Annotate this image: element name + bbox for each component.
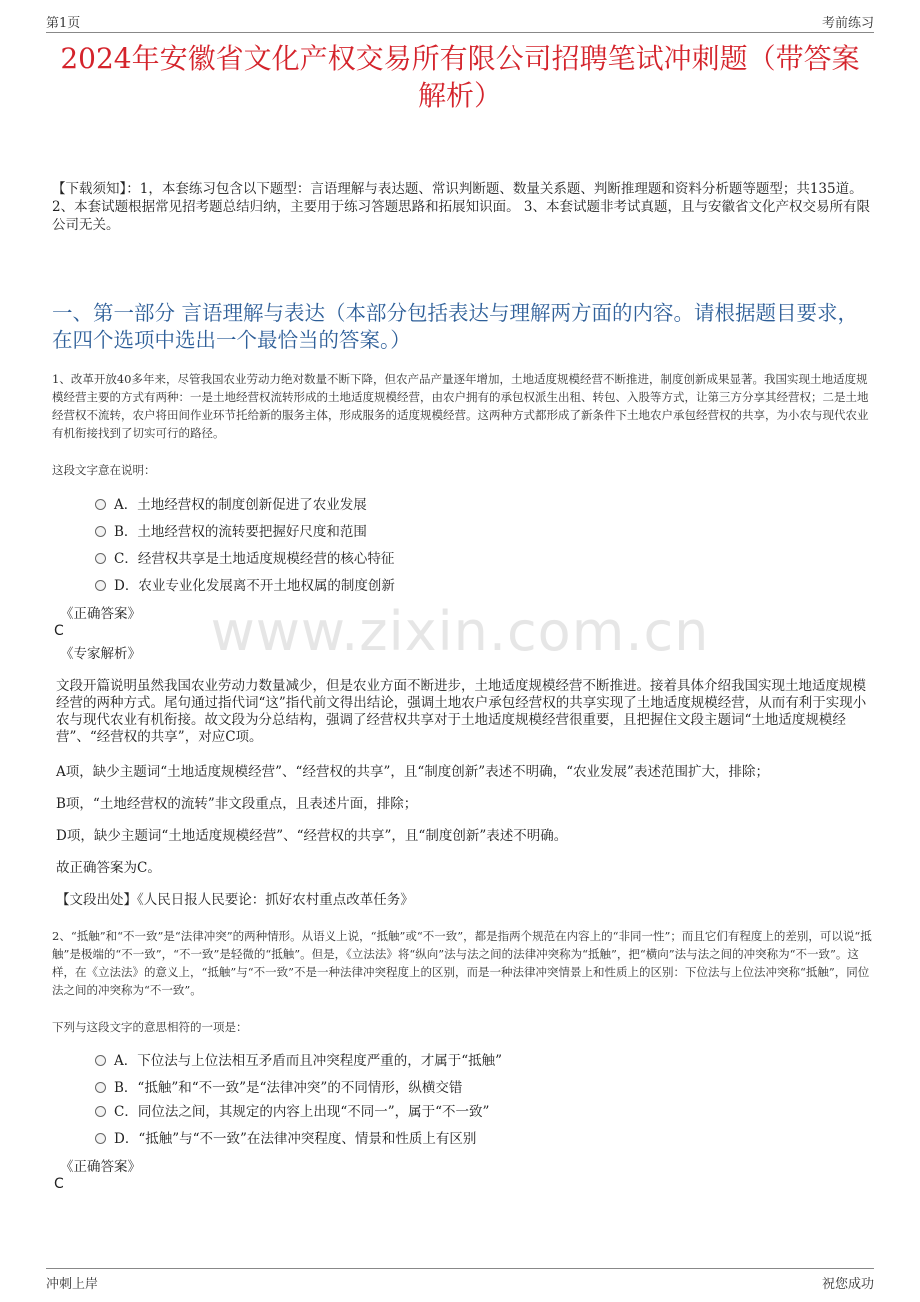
q1-passage: 1、改革开放40多年来，尽管我国农业劳动力绝对数量不断下降，但农产品产量逐年增加，土地适度规模经营不断推进，制度创新成果显著。我国实现土地适度规模经营主要的方式有两种：一是土地经营权流转形成的土地适度规模经营，由农户拥有的承包权派生出租、转包、入股等方式，让第三方分享其经营权；二是土地经营权不流转，农户将田间作业环节托给新的服务主体，形成服务的适度规模经营。这两种方式都形成了新条件下土地农户承包经营权的共享，为小农与现代农业有机衔接找到了切实可行的路径。 [52,372,869,440]
q1-answer: C [54,623,64,639]
q2-passage: 2、“抵触”和“不一致”是“法律冲突”的两种情形。从语义上说，“抵触”或“不一致”，都是指两个规范在内容上的“非同一性”；而且它们有程度上的差别，可以说“抵触”是极端的“不一致”，“不一致”是轻微的“抵触”。但是，《立法法》将“纵向”法与法之间的法律冲突称为“抵触”，把“横向”法与法之间的冲突称为“不一致”。这样，在《立法法》的意义上，“抵触”与“不一致”不是一种法律冲突程度上的区别，而是一种法律冲突情景上和性质上的区别：下位法与上位法冲突称“抵触”，同位法之间的冲突称为“不一致”。 [52,929,872,997]
q1-analysis-label: 《专家解析》 [60,646,141,662]
footer-divider [46,1268,874,1269]
q2-option-c[interactable]: C．同位法之间，其规定的内容上出现“不同一”，属于“不一致” [95,1103,489,1121]
radio-icon[interactable] [95,1133,106,1144]
q1-option-d[interactable]: D．农业专业化发展离不开土地权属的制度创新 [95,577,395,595]
q1-analysis-conclusion: 故正确答案为C。 [56,860,161,876]
q1-analysis-a: A项，缺少主题词“土地适度规模经营”、“经营权的共享”，且“制度创新”表述不明确，“农业发展”表述范围扩大，排除； [56,764,769,780]
page-title: 2024年安徽省文化产权交易所有限公司招聘笔试冲刺题（带答案解析） [60,42,860,112]
radio-icon[interactable] [95,1082,106,1093]
q1-option-c[interactable]: C．经营权共享是土地适度规模经营的核心特征 [95,550,394,568]
q2-question: 下列与这段文字的意思相符的一项是： [52,1020,248,1034]
q1-source: 【文段出处】《人民日报人民要论：抓好农村重点改革任务》 [56,892,414,908]
q1-analysis-summary: 文段开篇说明虽然我国农业劳动力数量减少，但是农业方面不断进步，土地适度规模经营不断推进。接着具体介绍我国实现土地适度规模经营的两种方式。尾句通过指代词“这”指代前文得出结论，强调土地农户承包经营权的共享实现了土地适度规模经营，从而有利于实现小农与现代农业有机衔接。故文段为分总结构，强调了经营权共享对于土地适度规模经营很重要，且把握住文段主题词“土地适度规模经营”、“经营权的共享”，对应C项。 [56,678,867,745]
footer-right-label: 祝您成功 [821,1277,874,1292]
radio-icon[interactable] [95,1055,106,1066]
radio-icon[interactable] [95,553,106,564]
q2-option-b[interactable]: B．“抵触”和“不一致”是“法律冲突”的不同情形，纵横交错 [95,1079,462,1097]
q2-answer-label: 《正确答案》 [60,1159,141,1175]
q1-analysis-b: B项，“土地经营权的流转”非文段重点，且表述片面，排除； [56,796,418,812]
download-notice: 【下载须知】：1，本套练习包含以下题型：言语理解与表达题、常识判断题、数量关系题、判断推理题和资料分析题等题型；共135道。 2、本套试题根据常见招考题总结归纳，主要用于练习答题思路和拓展知识面。 3、本套试题非考试真题，且与安徽省文化产权交易所有限公司无关。 [52,181,870,233]
q2-answer: C [54,1176,64,1192]
q1-option-a[interactable]: A．土地经营权的制度创新促进了农业发展 [95,496,367,514]
header-label: 考前练习 [821,16,874,31]
header-divider [46,32,874,33]
radio-icon[interactable] [95,526,106,537]
q1-option-b[interactable]: B．土地经营权的流转要把握好尺度和范围 [95,523,367,541]
radio-icon[interactable] [95,580,106,591]
q1-answer-label: 《正确答案》 [60,606,141,622]
section-heading: 一、第一部分 言语理解与表达（本部分包括表达与理解两方面的内容。请根据题目要求，在四个选项中选出一个最恰当的答案。） [52,301,859,352]
q1-analysis-d: D项，缺少主题词“土地适度规模经营”、“经营权的共享”，且“制度创新”表述不明确。 [56,828,568,844]
q2-option-d[interactable]: D．“抵触”与“不一致”在法律冲突程度、情景和性质上有区别 [95,1130,476,1148]
radio-icon[interactable] [95,499,106,510]
q2-option-a[interactable]: A．下位法与上位法相互矛盾而且冲突程度严重的，才属于“抵触” [95,1052,502,1070]
page-number: 第1页 [46,16,81,31]
radio-icon[interactable] [95,1106,106,1117]
watermark: www.zixin.com.cn [210,600,710,663]
q1-question: 这段文字意在说明： [52,463,156,477]
footer-left-label: 冲刺上岸 [46,1277,99,1292]
